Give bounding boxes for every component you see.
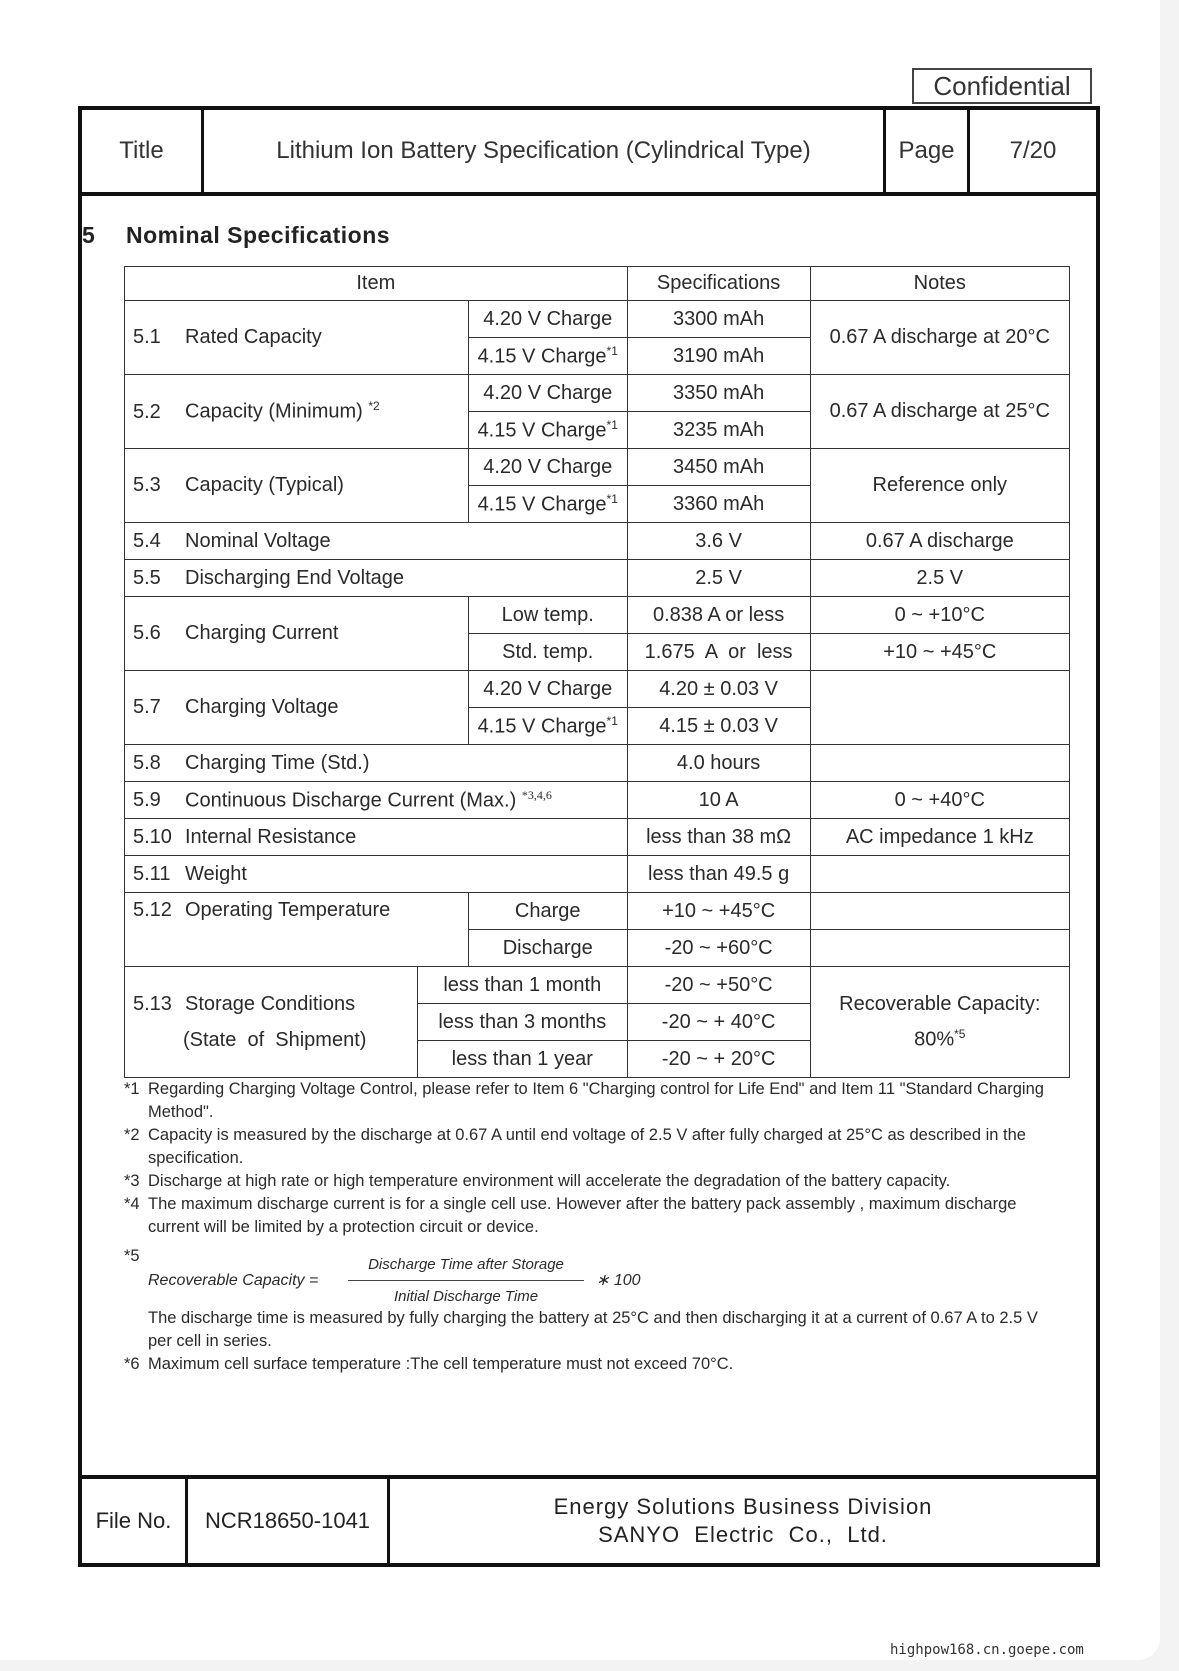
item-label: 5.3 Capacity (Typical) [125, 449, 469, 523]
note: 2.5 V [810, 560, 1069, 597]
spec-value: -20 ~ +50°C [627, 967, 810, 1004]
item-label: 5.2 Capacity (Minimum) $^{*2}$ [125, 375, 469, 449]
spec-value: 3360 mAh [627, 486, 810, 523]
spec-value: less than 38 mΩ [627, 819, 810, 856]
table-row [125, 375, 1070, 412]
item-label: 5.9 Continuous Discharge Current (Max.) $^{*3,4,6}$ [125, 782, 628, 819]
footnote-4: *4 The maximum discharge current is for a single cell use. However after the battery pack assembly , maximum discharge current will be limited by a protection circuit or device. [124, 1195, 1017, 1236]
spec-value: 3.6 V [627, 523, 810, 560]
section-title: Nominal Specifications [126, 222, 391, 248]
spec-value: 3235 mAh [627, 412, 810, 449]
spec-value: +10 ~ +45°C [627, 893, 810, 930]
sub-condition: 4.20 V Charge [468, 301, 627, 338]
note: AC impedance 1 kHz [810, 819, 1069, 856]
item-label: 5.6 Charging Current [125, 597, 469, 671]
note: Reference only [810, 449, 1069, 523]
table-row [125, 671, 1070, 708]
title-label: Title [82, 110, 204, 192]
table-row [125, 819, 1070, 856]
item-label: 5.13 Storage Conditions (State of Shipment) [125, 967, 418, 1078]
item-label: 5.1 Rated Capacity [125, 301, 469, 375]
footnotes [124, 1078, 1064, 1376]
formula-lhs: Recoverable Capacity = [148, 1272, 319, 1289]
confidential-label: Confidential [912, 68, 1092, 104]
company-block [390, 1479, 1096, 1563]
note: +10 ~ +45°C [810, 634, 1069, 671]
note: Recoverable Capacity: 80%$^{*5}$ [810, 967, 1069, 1078]
sub-condition: Charge [468, 893, 627, 930]
spec-value: 10 A [627, 782, 810, 819]
sub-condition: less than 3 months [417, 1004, 627, 1041]
note: 0.67 A discharge at 25°C [810, 375, 1069, 449]
spec-value: -20 ~ + 40°C [627, 1004, 810, 1041]
sub-condition: Std. temp. [468, 634, 627, 671]
sub-condition: less than 1 year [417, 1041, 627, 1078]
note [810, 930, 1069, 967]
column-header-specifications: Specifications [627, 267, 810, 301]
spec-value: -20 ~ + 20°C [627, 1041, 810, 1078]
note: 0.67 A discharge at 20°C [810, 301, 1069, 375]
note [810, 893, 1069, 930]
note [810, 745, 1069, 782]
page-number: 7/20 [1009, 137, 1057, 164]
note: 0 ~ +40°C [810, 782, 1069, 819]
sub-condition: Discharge [468, 930, 627, 967]
footnote-5-formula: *5 Recoverable Capacity = Discharge Time after Storage Initial Discharge Time ∗ 100 [124, 1245, 1064, 1307]
table-row [125, 523, 1070, 560]
table-row [125, 745, 1070, 782]
document-footer [82, 1475, 1096, 1563]
spec-value: 3350 mAh [627, 375, 810, 412]
spec-value: 4.0 hours [627, 745, 810, 782]
footnote-5-text: The discharge time is measured by fully charging the battery at 25°C and then discharging it at a current of 0.67 A to 2.5 V per cell in series. [148, 1309, 1038, 1350]
table-row [125, 449, 1070, 486]
column-header-notes: Notes [810, 267, 1069, 301]
footnote-2: *2 Capacity is measured by the discharge at 0.67 A until end voltage of 2.5 V after fully charged at 25°C as described in the specification. [124, 1126, 1026, 1167]
item-label: 5.5 Discharging End Voltage [125, 560, 628, 597]
sub-condition: Low temp. [468, 597, 627, 634]
sub-condition: 4.15 V Charge$^{*1}$ [468, 486, 627, 523]
table-row [125, 856, 1070, 893]
file-no-label: File No. [82, 1479, 188, 1563]
footnote-3: *3 Discharge at high rate or high temperature environment will accelerate the degradation of the battery capacity. [124, 1172, 951, 1190]
table-row [125, 597, 1070, 634]
item-label: 5.7 Charging Voltage [125, 671, 469, 745]
sub-condition: 4.20 V Charge [468, 449, 627, 486]
document-title: Lithium Ion Battery Specification (Cylindrical Type) [204, 110, 886, 192]
table-header-row [125, 267, 1070, 301]
spec-value: 0.838 A or less [627, 597, 810, 634]
note: 0.67 A discharge [810, 523, 1069, 560]
spec-value: 1.675 A or less [627, 634, 810, 671]
note [810, 856, 1069, 893]
sub-condition: 4.15 V Charge$^{*1}$ [468, 338, 627, 375]
sub-condition: 4.20 V Charge [468, 375, 627, 412]
item-label: 5.10 Internal Resistance [125, 819, 628, 856]
file-no: NCR18650-1041 [188, 1479, 390, 1563]
sub-condition: less than 1 month [417, 967, 627, 1004]
note [810, 671, 1069, 745]
sub-condition: 4.20 V Charge [468, 671, 627, 708]
item-label: 5.12 Operating Temperature [125, 893, 469, 967]
spec-value: 3450 mAh [627, 449, 810, 486]
footnote-6: *6 Maximum cell surface temperature :The cell temperature must not exceed 70°C. [124, 1355, 734, 1373]
table-row [125, 893, 1070, 930]
formula-multiplier: ∗ 100 [596, 1272, 641, 1289]
spec-value: 4.15 ± 0.03 V [627, 708, 810, 745]
spec-table [124, 266, 1070, 1078]
footnote-1: *1 Regarding Charging Voltage Control, please refer to Item 6 "Charging control for Life End" and Item 11 "Standard Charging Method". [124, 1080, 1044, 1121]
formula-numerator: Discharge Time after Storage [348, 1253, 584, 1281]
section-heading [82, 222, 390, 249]
watermark: highpow168.cn.goepe.com [890, 1642, 1084, 1658]
spec-value: 3190 mAh [627, 338, 810, 375]
spec-value: 2.5 V [627, 560, 810, 597]
item-label: 5.8 Charging Time (Std.) [125, 745, 628, 782]
division-name: Energy Solutions Business Division [553, 1494, 933, 1519]
note: 0 ~ +10°C [810, 597, 1069, 634]
section-number: 5 [82, 222, 96, 248]
table-row [125, 560, 1070, 597]
sub-condition: 4.15 V Charge$^{*1}$ [468, 708, 627, 745]
table-row [125, 782, 1070, 819]
item-label: 5.4 Nominal Voltage [125, 523, 628, 560]
spec-value: 3300 mAh [627, 301, 810, 338]
company-name: SANYO Electric Co., Ltd. [598, 1522, 888, 1547]
page-frame [78, 106, 1100, 1567]
spec-value: less than 49.5 g [627, 856, 810, 893]
column-header-item: Item [125, 267, 628, 301]
table-row [125, 967, 1070, 1004]
table-row [125, 301, 1070, 338]
item-label: 5.11 Weight [125, 856, 628, 893]
spec-value: -20 ~ +60°C [627, 930, 810, 967]
spec-value: 4.20 ± 0.03 V [627, 671, 810, 708]
document-header [82, 110, 1096, 196]
sub-condition: 4.15 V Charge$^{*1}$ [468, 412, 627, 449]
page-label: Page [886, 110, 970, 192]
formula-fraction [348, 1253, 584, 1308]
formula-denominator: Initial Discharge Time [393, 1288, 539, 1305]
